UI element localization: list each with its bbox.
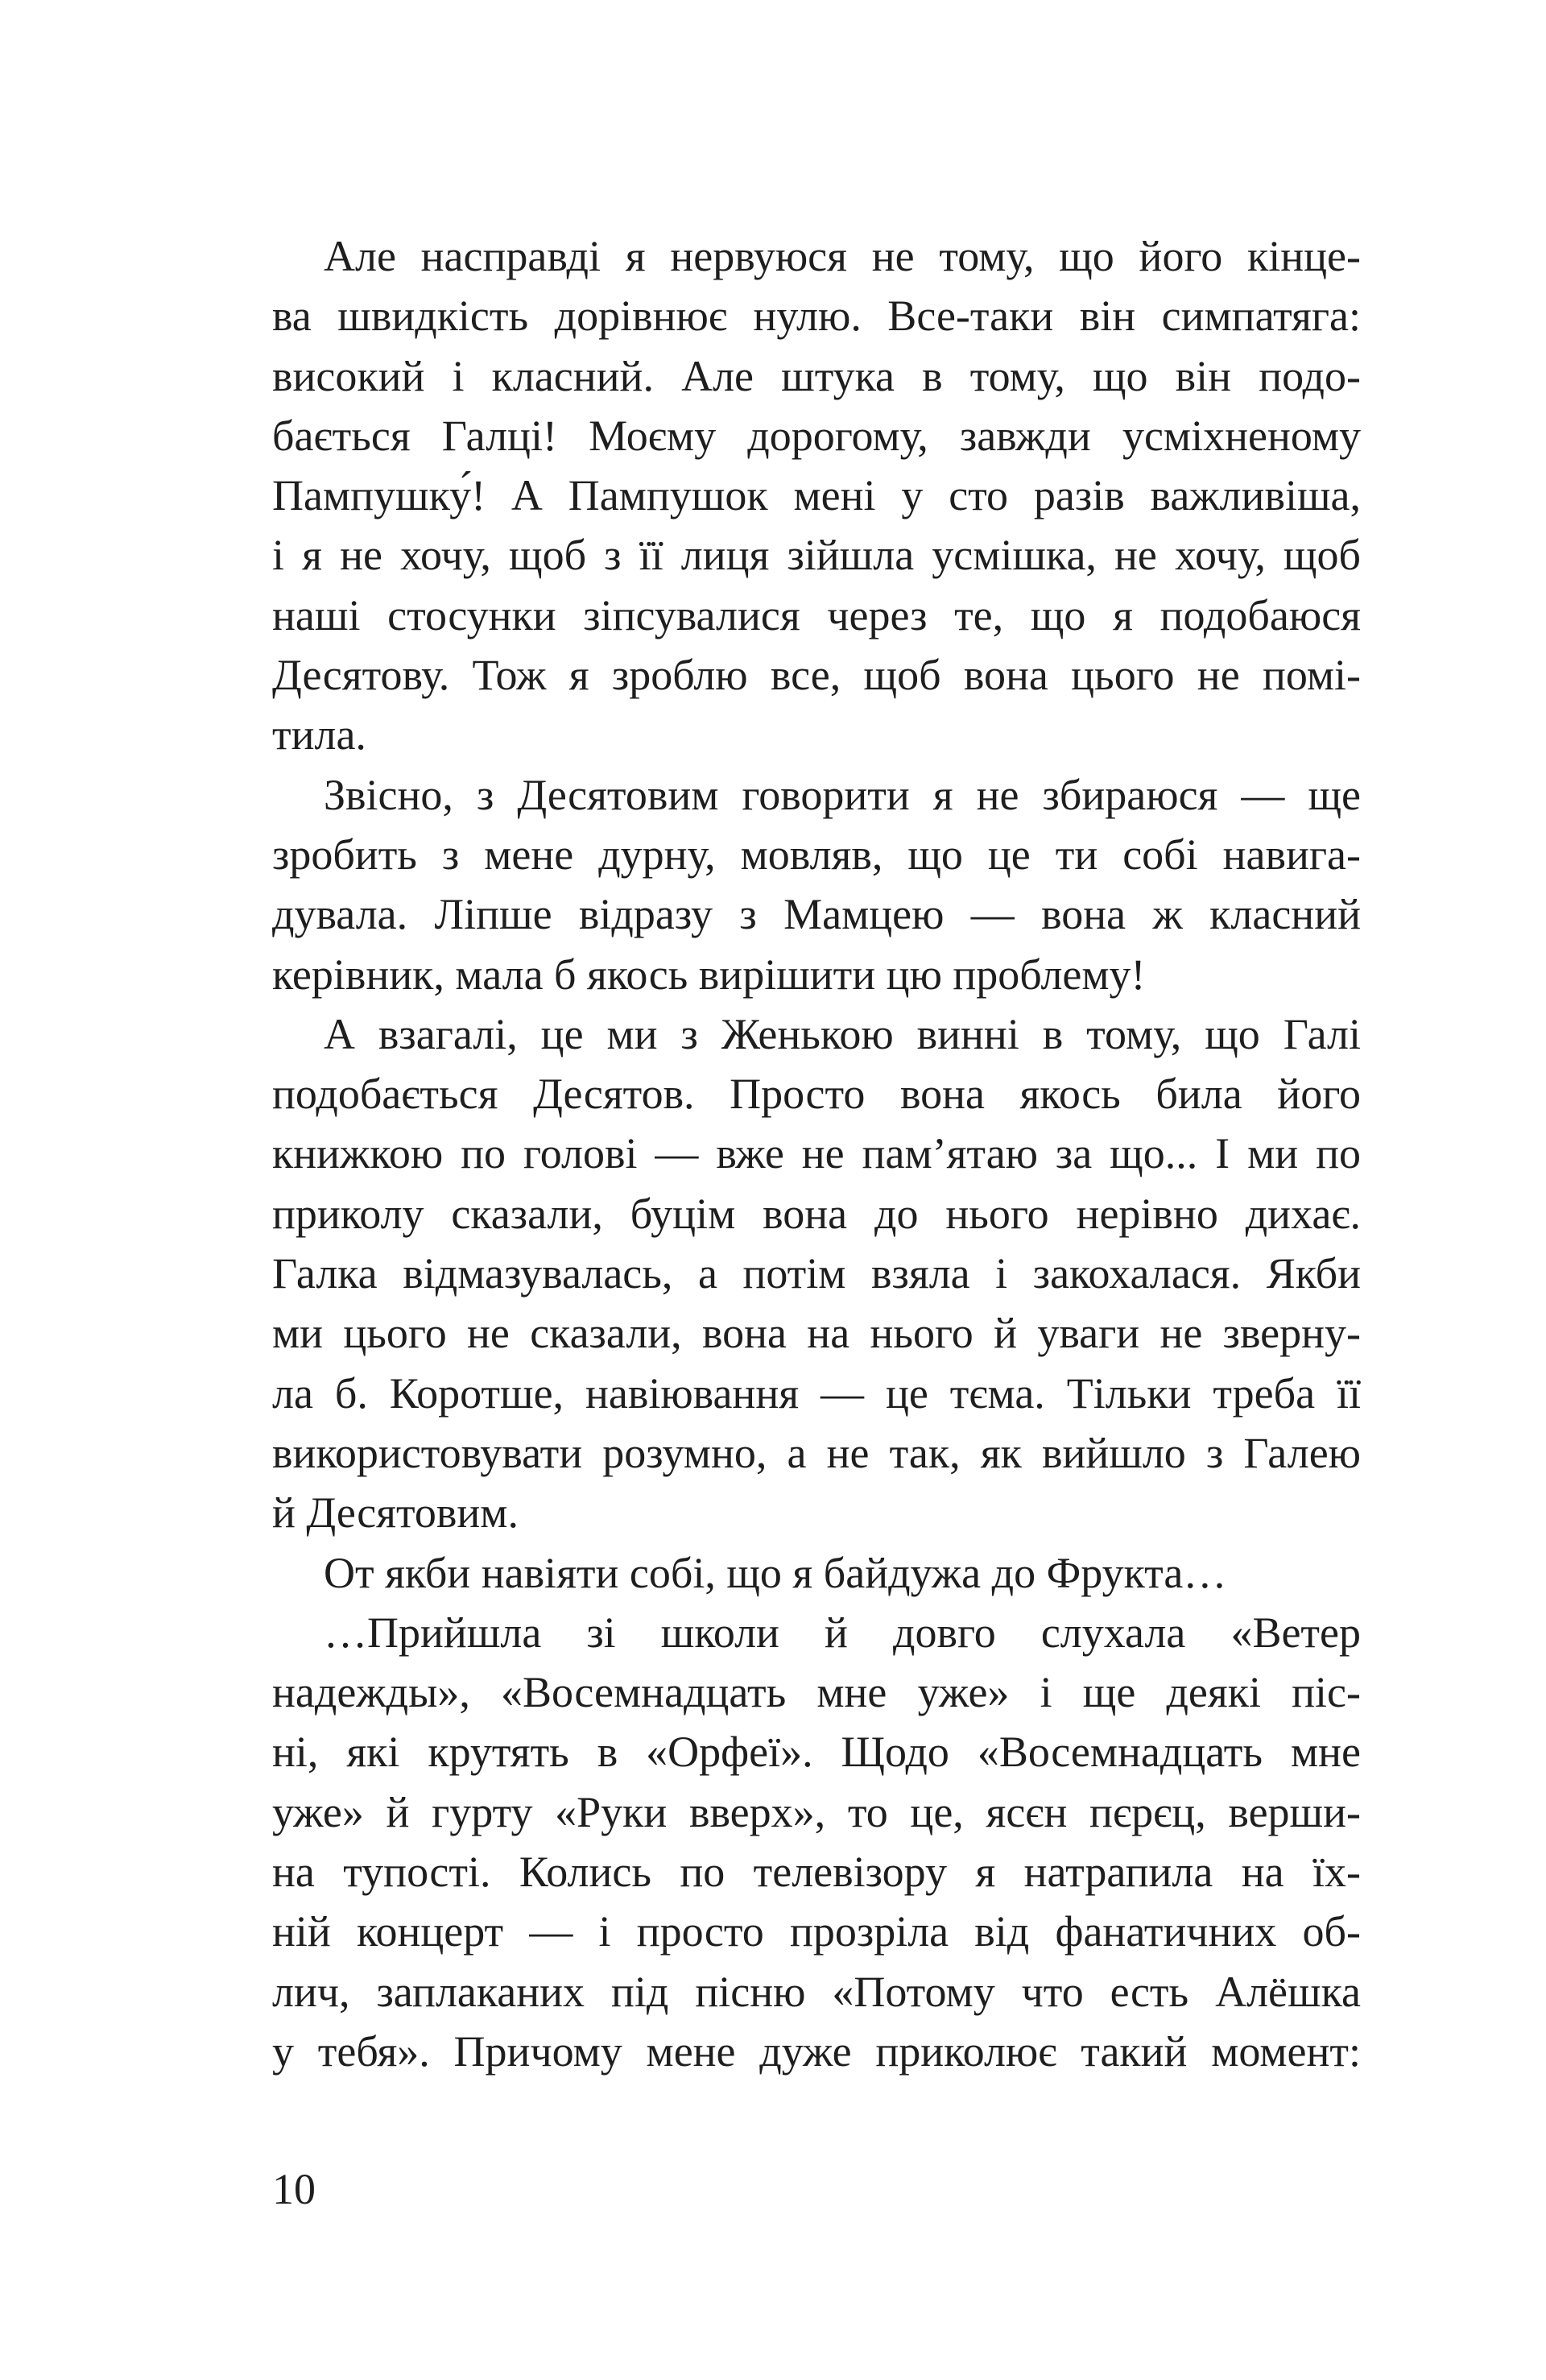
text-line: книжкою по голові — вже не пам’ятаю за що... І ми по	[272, 1129, 1361, 1178]
text-line: Але насправді я нервуюся не тому, що його кінце-	[324, 232, 1361, 280]
text-line: От якби навіяти собі, що я байдужа до Фрукта…	[324, 1548, 1227, 1597]
text-line: й Десятовим.	[272, 1488, 519, 1538]
text-line: подобається Десятов. Просто вона якось била його	[272, 1070, 1361, 1119]
text-line: надежды», «Восемнадцать мне уже» і ще деякі піс-	[272, 1668, 1361, 1717]
text-line: уже» й гурту «Руки вверх», то це, ясєн пєрєц, верши-	[272, 1787, 1361, 1836]
paragraph-4	[272, 1543, 1361, 1603]
text-line: приколу сказали, буцім вона до нього нерівно дихає.	[272, 1189, 1361, 1238]
page-number: 10	[272, 2165, 316, 2213]
text-line: ні, які крутять в «Орфеї». Щодо «Восемнадцать мне	[272, 1728, 1361, 1777]
text-line: ми цього не сказали, вона на нього й уваги не зверну-	[272, 1309, 1361, 1358]
text-line: Десятову. Тож я зроблю все, щоб вона цього не помі-	[272, 651, 1361, 700]
text-line: …Прийшла зі школи й довго слухала «Ветер	[324, 1608, 1361, 1657]
text-line: ній концерт — і просто прозріла від фанатичних об-	[272, 1907, 1361, 1956]
text-line: ла б. Коротше, навіювання — це тєма. Тільки треба її	[272, 1368, 1361, 1418]
text-line: Пампушку́! А Пампушок мені у сто разів важливіша,	[272, 471, 1361, 520]
text-line: у тебя». Причому мене дуже приколює такий момент:	[272, 2026, 1361, 2076]
text-line: дувала. Ліпше відразу з Мамцею — вона ж класний	[272, 890, 1361, 939]
text-line: бається Галці! Моєму дорогому, завжди усміхненому	[272, 411, 1361, 460]
text-line: і я не хочу, щоб з її лиця зійшла усмішка, не хочу, щоб	[272, 531, 1361, 580]
text-line: високий і класний. Але штука в тому, що він подо-	[272, 351, 1361, 400]
paragraph-1	[272, 226, 1361, 765]
text-line: Галка відмазувалась, а потім взяла і закохалася. Якби	[272, 1249, 1361, 1298]
text-line: наші стосунки зіпсувалися через те, що я подобаюся	[272, 590, 1361, 639]
text-line: ва швидкість дорівнює нулю. Все-таки він симпатяга:	[272, 292, 1361, 341]
text-line: Звісно, з Десятовим говорити я не збираюся — ще	[324, 770, 1361, 819]
text-line: на тупості. Колись по телевізору я натрапила на їх-	[272, 1848, 1361, 1897]
text-line: А взагалі, це ми з Женькою винні в тому, що Галі	[324, 1009, 1361, 1058]
paragraph-3	[272, 1004, 1361, 1543]
paragraph-5	[272, 1603, 1361, 2081]
body-text	[272, 226, 1361, 2081]
text-line: використовувати розумно, а не так, як вийшло з Галею	[272, 1428, 1361, 1477]
text-line: керівник, мала б якось вирішити цю проблему!	[272, 950, 1146, 999]
text-line: лич, заплаканих під пісню «Потому что есть Алёшка	[272, 1967, 1361, 2016]
text-line: зробить з мене дурну, мовляв, що це ти собі навига-	[272, 830, 1361, 879]
text-line: тила.	[272, 710, 366, 760]
paragraph-2	[272, 765, 1361, 1004]
